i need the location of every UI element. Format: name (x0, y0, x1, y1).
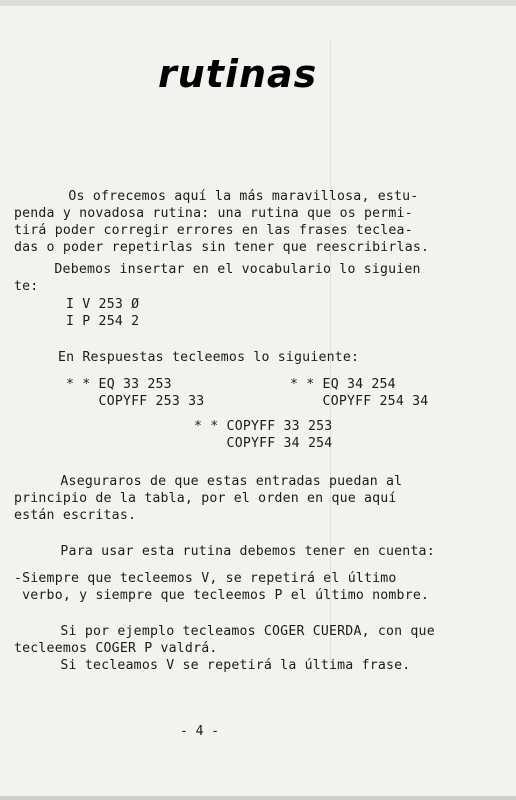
paragraph-2-line-1: Aseguraros de que estas entradas puedan al (36, 474, 403, 489)
vocab-line-2: I P 254 2 (66, 314, 140, 329)
code-center-line-1: * * COPYFF 33 253 (194, 419, 333, 434)
paragraph-1-line-5: Debemos insertar en el vocabulario lo siguien (30, 262, 421, 277)
page-number: - 4 - (180, 724, 220, 739)
scan-top-edge (0, 0, 516, 6)
code-center-line-2: COPYFF 34 254 (194, 436, 333, 451)
paragraph-5-line-3: Si tecleamos V se repetirá la última frase. (36, 658, 411, 673)
paragraph-4-line-2: verbo, y siempre que tecleemos P el último nombre. (14, 588, 430, 603)
paragraph-2-line-3: están escritas. (14, 508, 137, 523)
paragraph-1-line-4: das o poder repetirlas sin tener que reescribirlas. (14, 240, 430, 255)
respuestas-intro: En Respuestas tecleemos lo siguiente: (58, 350, 360, 365)
code-right-line-1: * * EQ 34 254 (290, 377, 396, 392)
code-left-line-2: COPYFF 253 33 (66, 394, 205, 409)
paragraph-1-line-2: penda y novadosa rutina: una rutina que os permi- (14, 206, 413, 221)
paragraph-1-line-6: te: (14, 279, 39, 294)
scan-bottom-edge (0, 796, 516, 800)
paragraph-1-line-1: Os ofrecemos aquí la más maravillosa, estu- (44, 189, 419, 204)
paragraph-1-line-3: tirá poder corregir errores en las frases teclea- (14, 223, 413, 238)
page-title: rutinas (158, 52, 318, 96)
code-right-line-2: COPYFF 254 34 (290, 394, 429, 409)
paragraph-2-line-2: principio de la tabla, por el orden en que aquí (14, 491, 397, 506)
paragraph-5-line-2: tecleemos COGER P valdrá. (14, 641, 218, 656)
code-left-line-1: * * EQ 33 253 (66, 377, 172, 392)
paragraph-4-line-1: -Siempre que tecleemos V, se repetirá el último (14, 571, 397, 586)
paragraph-5-line-1: Si por ejemplo tecleamos COGER CUERDA, con que (36, 624, 435, 639)
vocab-line-1: I V 253 Ø (66, 297, 140, 312)
paragraph-3: Para usar esta rutina debemos tener en cuenta: (36, 544, 435, 559)
